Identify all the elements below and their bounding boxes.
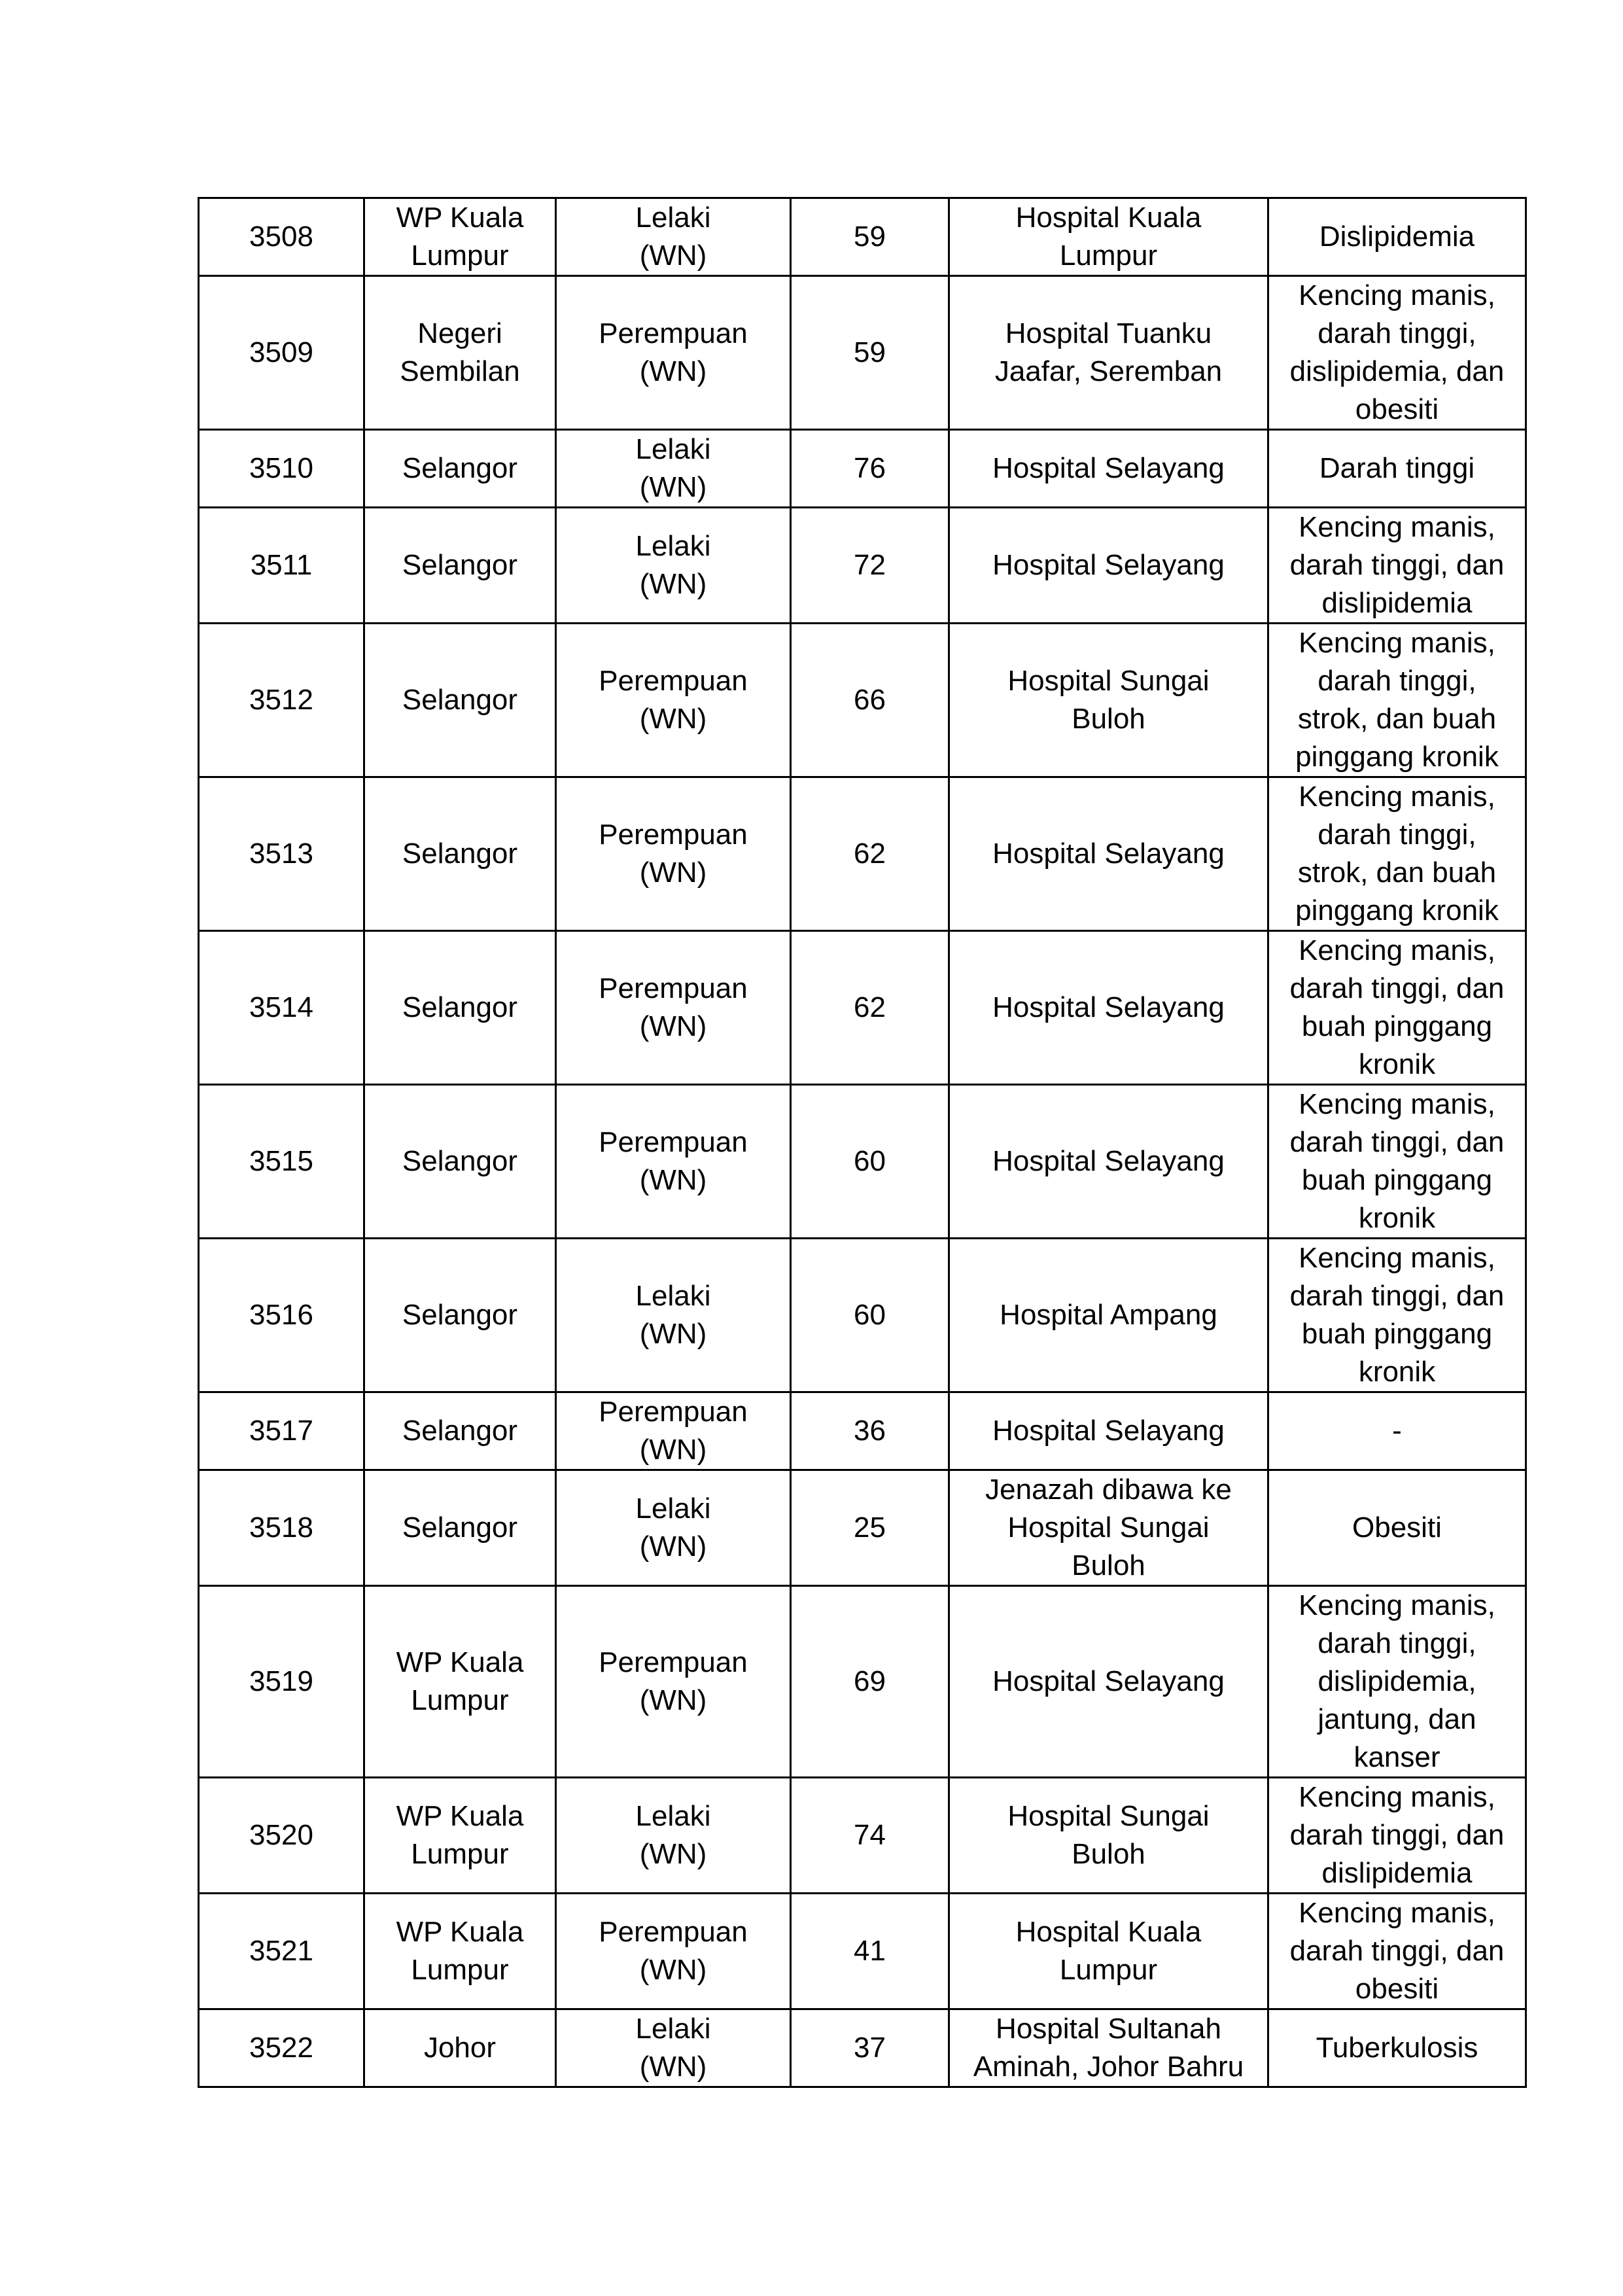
table-row bbox=[199, 430, 1526, 508]
comorbidity-cell-text: Darah tinggi bbox=[1319, 452, 1475, 484]
hospital-cell-text: Hospital Ampang bbox=[1000, 1299, 1217, 1331]
hospital-cell-text: Hospital Tuanku Jaafar, Seremban bbox=[994, 317, 1223, 387]
gender-cell-text: Lelaki (WN) bbox=[635, 433, 711, 503]
gender-cell-text: Lelaki (WN) bbox=[635, 202, 711, 272]
case-number-cell bbox=[199, 931, 364, 1085]
age-cell bbox=[791, 276, 949, 430]
comorbidity-cell bbox=[1268, 931, 1526, 1085]
state-cell bbox=[364, 2009, 556, 2087]
hospital-cell bbox=[949, 777, 1268, 931]
age-cell bbox=[791, 1586, 949, 1778]
case-number-cell-text: 3514 bbox=[249, 991, 313, 1023]
hospital-cell-text: Hospital Sungai Buloh bbox=[1007, 1800, 1210, 1870]
hospital-cell bbox=[949, 430, 1268, 508]
table-row bbox=[199, 1085, 1526, 1239]
case-number-cell bbox=[199, 624, 364, 777]
hospital-cell bbox=[949, 276, 1268, 430]
gender-cell-text: Perempuan (WN) bbox=[599, 665, 748, 735]
case-number-cell-text: 3510 bbox=[249, 452, 313, 484]
table-row bbox=[199, 1778, 1526, 1894]
state-cell-text: Selangor bbox=[402, 684, 518, 716]
age-cell-text: 37 bbox=[854, 2032, 886, 2064]
state-cell-text: Negeri Sembilan bbox=[400, 317, 520, 387]
case-number-cell bbox=[199, 430, 364, 508]
hospital-cell bbox=[949, 1392, 1268, 1470]
comorbidity-cell bbox=[1268, 1470, 1526, 1586]
hospital-cell bbox=[949, 624, 1268, 777]
age-cell bbox=[791, 1392, 949, 1470]
state-cell-text: Selangor bbox=[402, 838, 518, 870]
comorbidity-cell bbox=[1268, 624, 1526, 777]
gender-cell-text: Lelaki (WN) bbox=[635, 530, 711, 600]
state-cell bbox=[364, 777, 556, 931]
comorbidity-cell-text: Obesiti bbox=[1352, 1511, 1442, 1544]
state-cell bbox=[364, 430, 556, 508]
case-number-cell-text: 3511 bbox=[250, 549, 313, 581]
hospital-cell bbox=[949, 198, 1268, 276]
age-cell-text: 76 bbox=[854, 452, 886, 484]
table-row bbox=[199, 624, 1526, 777]
gender-cell bbox=[556, 1085, 791, 1239]
hospital-cell bbox=[949, 1894, 1268, 2009]
hospital-cell-text: Jenazah dibawa ke Hospital Sungai Buloh bbox=[985, 1474, 1232, 1581]
table-row bbox=[199, 2009, 1526, 2087]
age-cell bbox=[791, 1085, 949, 1239]
hospital-cell bbox=[949, 2009, 1268, 2087]
case-number-cell-text: 3520 bbox=[249, 1819, 313, 1851]
state-cell-text: Selangor bbox=[402, 991, 518, 1023]
table-row bbox=[199, 931, 1526, 1085]
hospital-cell bbox=[949, 1239, 1268, 1392]
case-number-cell bbox=[199, 777, 364, 931]
comorbidity-cell bbox=[1268, 508, 1526, 624]
table-row bbox=[199, 198, 1526, 276]
hospital-cell-text: Hospital Kuala Lumpur bbox=[1015, 202, 1202, 272]
age-cell bbox=[791, 1470, 949, 1586]
table-row bbox=[199, 276, 1526, 430]
case-number-cell bbox=[199, 198, 364, 276]
case-number-cell bbox=[199, 2009, 364, 2087]
state-cell bbox=[364, 1239, 556, 1392]
hospital-cell-text: Hospital Selayang bbox=[992, 838, 1225, 870]
hospital-cell bbox=[949, 1085, 1268, 1239]
state-cell-text: Johor bbox=[423, 2032, 497, 2064]
comorbidity-cell bbox=[1268, 1085, 1526, 1239]
state-cell bbox=[364, 508, 556, 624]
case-number-cell-text: 3522 bbox=[249, 2032, 313, 2064]
state-cell-text: Selangor bbox=[402, 1511, 518, 1544]
comorbidity-cell bbox=[1268, 276, 1526, 430]
gender-cell-text: Perempuan (WN) bbox=[599, 1646, 748, 1716]
gender-cell-text: Lelaki (WN) bbox=[635, 2013, 711, 2083]
table-row bbox=[199, 1894, 1526, 2009]
gender-cell-text: Perempuan (WN) bbox=[599, 1396, 748, 1466]
hospital-cell-text: Hospital Selayang bbox=[992, 452, 1225, 484]
age-cell bbox=[791, 508, 949, 624]
comorbidity-cell bbox=[1268, 430, 1526, 508]
gender-cell-text: Perempuan (WN) bbox=[599, 317, 748, 387]
age-cell bbox=[791, 624, 949, 777]
state-cell bbox=[364, 1778, 556, 1894]
gender-cell-text: Lelaki (WN) bbox=[635, 1492, 711, 1563]
state-cell-text: WP Kuala Lumpur bbox=[396, 1646, 524, 1716]
comorbidity-cell-text: Kencing manis, darah tinggi, dan buah pinggang kronik bbox=[1289, 934, 1505, 1080]
state-cell bbox=[364, 1894, 556, 2009]
age-cell-text: 72 bbox=[854, 549, 886, 581]
table-row bbox=[199, 1392, 1526, 1470]
state-cell-text: Selangor bbox=[402, 549, 518, 581]
state-cell bbox=[364, 1470, 556, 1586]
age-cell-text: 69 bbox=[854, 1665, 886, 1697]
comorbidity-cell-text: Kencing manis, darah tinggi, dan dislipidemia bbox=[1289, 511, 1505, 619]
case-number-cell bbox=[199, 1894, 364, 2009]
state-cell-text: WP Kuala Lumpur bbox=[396, 1800, 524, 1870]
gender-cell bbox=[556, 1778, 791, 1894]
case-number-cell bbox=[199, 1392, 364, 1470]
age-cell-text: 62 bbox=[854, 991, 886, 1023]
comorbidity-cell-text: Kencing manis, darah tinggi, strok, dan buah pinggang kronik bbox=[1295, 781, 1499, 927]
case-number-cell bbox=[199, 508, 364, 624]
comorbidity-cell-text: Tuberkulosis bbox=[1316, 2032, 1478, 2064]
state-cell bbox=[364, 1586, 556, 1778]
gender-cell bbox=[556, 624, 791, 777]
table-row bbox=[199, 508, 1526, 624]
state-cell bbox=[364, 198, 556, 276]
case-number-cell-text: 3518 bbox=[249, 1511, 313, 1544]
case-number-cell-text: 3516 bbox=[249, 1299, 313, 1331]
comorbidity-cell bbox=[1268, 1778, 1526, 1894]
state-cell-text: Selangor bbox=[402, 1415, 518, 1447]
hospital-cell-text: Hospital Selayang bbox=[992, 991, 1225, 1023]
case-number-cell-text: 3515 bbox=[249, 1145, 313, 1177]
comorbidity-cell bbox=[1268, 1586, 1526, 1778]
case-number-cell bbox=[199, 1470, 364, 1586]
table-row bbox=[199, 777, 1526, 931]
gender-cell-text: Lelaki (WN) bbox=[635, 1280, 711, 1350]
comorbidity-cell-text: Kencing manis, darah tinggi, dislipidemia, jantung, dan kanser bbox=[1299, 1589, 1495, 1773]
gender-cell-text: Lelaki (WN) bbox=[635, 1800, 711, 1870]
case-number-cell bbox=[199, 1239, 364, 1392]
age-cell-text: 74 bbox=[854, 1819, 886, 1851]
comorbidity-cell bbox=[1268, 198, 1526, 276]
case-number-cell-text: 3509 bbox=[249, 336, 313, 368]
hospital-cell-text: Hospital Selayang bbox=[992, 1415, 1225, 1447]
case-number-cell bbox=[199, 1778, 364, 1894]
age-cell-text: 25 bbox=[854, 1511, 886, 1544]
gender-cell bbox=[556, 508, 791, 624]
age-cell-text: 66 bbox=[854, 684, 886, 716]
hospital-cell-text: Hospital Kuala Lumpur bbox=[1015, 1916, 1202, 1986]
case-number-cell-text: 3513 bbox=[249, 838, 313, 870]
state-cell bbox=[364, 276, 556, 430]
table-row bbox=[199, 1586, 1526, 1778]
age-cell-text: 60 bbox=[854, 1299, 886, 1331]
age-cell bbox=[791, 2009, 949, 2087]
case-number-cell bbox=[199, 1085, 364, 1239]
comorbidity-cell bbox=[1268, 777, 1526, 931]
comorbidity-cell-text: Kencing manis, darah tinggi, strok, dan buah pinggang kronik bbox=[1295, 627, 1499, 773]
case-number-cell-text: 3508 bbox=[249, 221, 313, 253]
comorbidity-cell bbox=[1268, 1894, 1526, 2009]
gender-cell-text: Perempuan (WN) bbox=[599, 1916, 748, 1986]
state-cell bbox=[364, 624, 556, 777]
age-cell bbox=[791, 198, 949, 276]
gender-cell bbox=[556, 777, 791, 931]
age-cell-text: 62 bbox=[854, 838, 886, 870]
age-cell bbox=[791, 1894, 949, 2009]
age-cell-text: 60 bbox=[854, 1145, 886, 1177]
gender-cell bbox=[556, 1894, 791, 2009]
hospital-cell bbox=[949, 1586, 1268, 1778]
case-number-cell-text: 3512 bbox=[249, 684, 313, 716]
gender-cell bbox=[556, 1392, 791, 1470]
table-row bbox=[199, 1470, 1526, 1586]
comorbidity-cell-text: Kencing manis, darah tinggi, dan dislipidemia bbox=[1289, 1781, 1505, 1889]
comorbidity-cell bbox=[1268, 1392, 1526, 1470]
comorbidity-cell-text: - bbox=[1392, 1415, 1402, 1447]
hospital-cell bbox=[949, 1470, 1268, 1586]
table-row bbox=[199, 1239, 1526, 1392]
comorbidity-cell bbox=[1268, 1239, 1526, 1392]
gender-cell-text: Perempuan (WN) bbox=[599, 972, 748, 1042]
case-number-cell-text: 3517 bbox=[249, 1415, 313, 1447]
age-cell bbox=[791, 1239, 949, 1392]
gender-cell-text: Perempuan (WN) bbox=[599, 1126, 748, 1196]
comorbidity-cell-text: Dislipidemia bbox=[1319, 221, 1475, 253]
gender-cell bbox=[556, 2009, 791, 2087]
table-body bbox=[199, 198, 1526, 2087]
hospital-cell-text: Hospital Selayang bbox=[992, 1145, 1225, 1177]
state-cell bbox=[364, 931, 556, 1085]
age-cell bbox=[791, 430, 949, 508]
state-cell-text: Selangor bbox=[402, 1145, 518, 1177]
hospital-cell bbox=[949, 1778, 1268, 1894]
gender-cell bbox=[556, 1586, 791, 1778]
case-number-cell bbox=[199, 276, 364, 430]
comorbidity-cell-text: Kencing manis, darah tinggi, dislipidemia, dan obesiti bbox=[1289, 279, 1505, 425]
hospital-cell bbox=[949, 508, 1268, 624]
state-cell-text: Selangor bbox=[402, 452, 518, 484]
comorbidity-cell-text: Kencing manis, darah tinggi, dan buah pinggang kronik bbox=[1289, 1088, 1505, 1234]
age-cell-text: 36 bbox=[854, 1415, 886, 1447]
gender-cell-text: Perempuan (WN) bbox=[599, 819, 748, 889]
age-cell bbox=[791, 777, 949, 931]
age-cell-text: 59 bbox=[854, 221, 886, 253]
comorbidity-cell-text: Kencing manis, darah tinggi, dan obesiti bbox=[1289, 1897, 1505, 2005]
state-cell-text: WP Kuala Lumpur bbox=[396, 202, 524, 272]
hospital-cell-text: Hospital Selayang bbox=[992, 1665, 1225, 1697]
hospital-cell bbox=[949, 931, 1268, 1085]
age-cell-text: 59 bbox=[854, 336, 886, 368]
state-cell bbox=[364, 1085, 556, 1239]
case-number-cell-text: 3519 bbox=[249, 1665, 313, 1697]
gender-cell bbox=[556, 430, 791, 508]
state-cell-text: Selangor bbox=[402, 1299, 518, 1331]
comorbidity-cell-text: Kencing manis, darah tinggi, dan buah pinggang kronik bbox=[1289, 1242, 1505, 1388]
gender-cell bbox=[556, 931, 791, 1085]
age-cell bbox=[791, 1778, 949, 1894]
gender-cell bbox=[556, 276, 791, 430]
comorbidity-cell bbox=[1268, 2009, 1526, 2087]
gender-cell bbox=[556, 1470, 791, 1586]
hospital-cell-text: Hospital Selayang bbox=[992, 549, 1225, 581]
case-number-cell-text: 3521 bbox=[249, 1935, 313, 1967]
age-cell bbox=[791, 931, 949, 1085]
gender-cell bbox=[556, 198, 791, 276]
case-number-cell bbox=[199, 1586, 364, 1778]
hospital-cell-text: Hospital Sultanah Aminah, Johor Bahru bbox=[973, 2013, 1244, 2083]
state-cell-text: WP Kuala Lumpur bbox=[396, 1916, 524, 1986]
age-cell-text: 41 bbox=[854, 1935, 886, 1967]
hospital-cell-text: Hospital Sungai Buloh bbox=[1007, 665, 1210, 735]
cases-table bbox=[198, 197, 1527, 2088]
gender-cell bbox=[556, 1239, 791, 1392]
state-cell bbox=[364, 1392, 556, 1470]
